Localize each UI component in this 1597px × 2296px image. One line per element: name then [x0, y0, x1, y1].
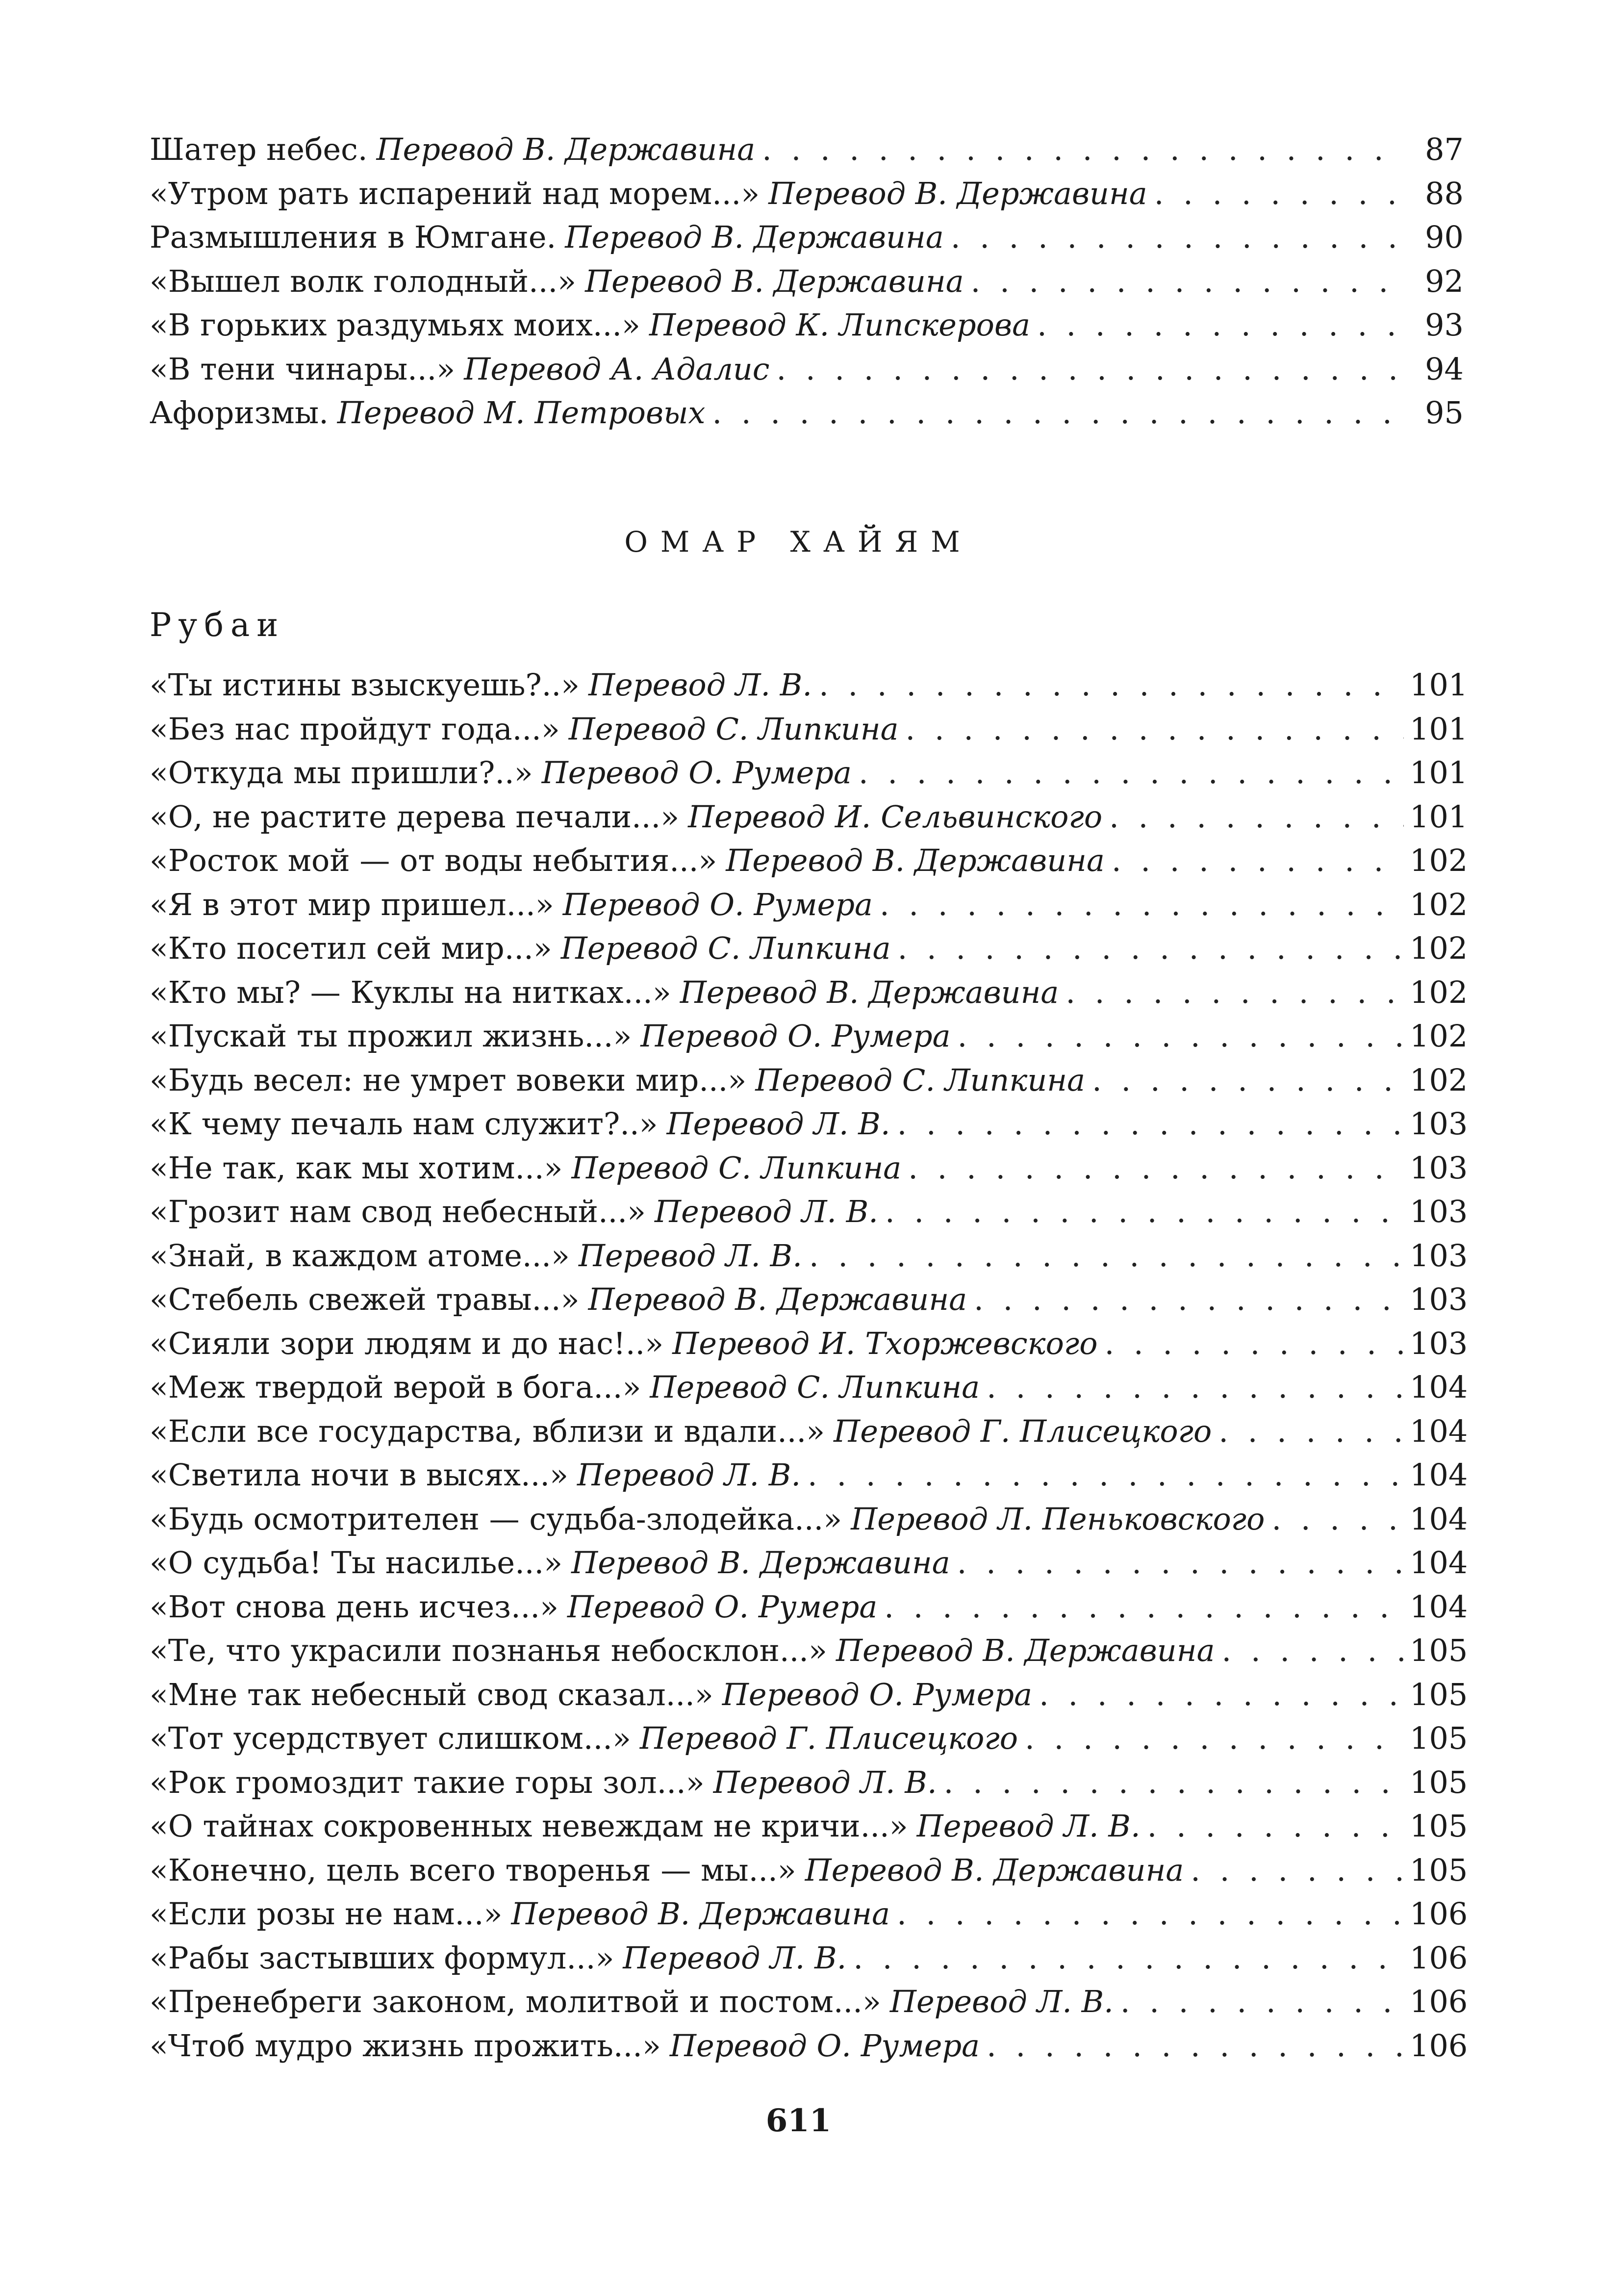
entry-translator: Перевод Л. Пеньковского [851, 1501, 1265, 1537]
dot-leader [812, 663, 1404, 707]
entry-translator: Перевод Л. В. [588, 667, 812, 703]
toc-entry [150, 1058, 1468, 1102]
entry-translator: Перевод В. Державина [511, 1896, 890, 1932]
dot-leader [846, 1936, 1404, 1980]
entry-page-number: 88 [1425, 175, 1464, 211]
dot-leader [1215, 1629, 1404, 1673]
entry-page-number: 101 [1410, 755, 1468, 791]
dot-leader [802, 1234, 1404, 1278]
entry-translator: Перевод О. Румера [567, 1588, 878, 1625]
entry-title: «О судьба! Ты насилье...» [150, 1545, 563, 1581]
entry-translator: Перевод Л. В. [577, 1457, 801, 1493]
toc-entry [150, 926, 1468, 970]
entry-page-number: 105 [1410, 1852, 1468, 1888]
toc-entry [150, 1453, 1468, 1497]
toc-entry [150, 172, 1464, 216]
dot-leader [1102, 795, 1404, 839]
entry-page-number: 102 [1410, 1018, 1468, 1054]
toc-entry [150, 970, 1468, 1015]
entry-title: «Знай, в каждом атоме...» [150, 1237, 570, 1274]
entry-page-number: 93 [1425, 307, 1464, 343]
dot-leader [891, 926, 1404, 970]
entry-page-number: 102 [1410, 930, 1468, 966]
entry-title: «Не так, как мы хотим...» [150, 1149, 563, 1186]
entry-page-number: 105 [1410, 1764, 1468, 1800]
entry-title: «Росток мой — от воды небытия...» [150, 842, 717, 878]
dot-leader [1141, 1804, 1404, 1848]
entry-translator: Перевод В. Державина [680, 974, 1059, 1010]
entry-title: «Те, что украсили познанья небосклон...» [150, 1633, 827, 1668]
toc-entry [150, 1804, 1468, 1848]
page-number: 611 [765, 2102, 832, 2139]
dot-leader [770, 347, 1404, 391]
toc-entry [150, 1409, 1468, 1454]
dot-leader [1147, 172, 1404, 216]
dot-leader [890, 1892, 1404, 1936]
toc-entry [150, 1102, 1468, 1146]
entry-page-number: 104 [1410, 1588, 1468, 1625]
toc-entry [150, 1497, 1468, 1541]
entry-page-number: 104 [1410, 1501, 1468, 1537]
toc-entry [150, 1146, 1468, 1190]
dot-leader [852, 751, 1404, 795]
dot-leader [890, 1102, 1404, 1146]
toc-rubai-section [150, 663, 1468, 2067]
entry-title: «Грозит нам свод небесный...» [150, 1194, 646, 1229]
entry-title: «Я в этот мир пришел...» [150, 886, 554, 922]
entry-title: «Мне так небесный свод сказал...» [150, 1676, 713, 1712]
entry-title: «Кто мы? — Куклы на нитках...» [150, 974, 671, 1010]
dot-leader [878, 1190, 1404, 1234]
dot-leader [980, 1365, 1404, 1409]
entry-translator: Перевод Л. В. [713, 1764, 937, 1800]
entry-page-number: 105 [1410, 1720, 1468, 1756]
entry-title: «Без нас пройдут года...» [150, 711, 560, 747]
entry-page-number: 101 [1410, 667, 1468, 703]
entry-page-number: 103 [1410, 1325, 1468, 1361]
entry-page-number: 106 [1410, 1939, 1468, 1976]
toc-entry [150, 1980, 1468, 2024]
toc-entry [150, 1190, 1468, 1234]
entry-title: «Ты истины взыскуешь?..» [150, 667, 580, 703]
entry-page-number: 90 [1425, 219, 1464, 255]
dot-leader [964, 259, 1404, 304]
entry-title: «Вот снова день исчез...» [150, 1588, 559, 1625]
dot-leader [951, 1014, 1404, 1058]
toc-entry [150, 795, 1468, 839]
entry-title: «Пускай ты прожил жизнь...» [150, 1018, 632, 1054]
entry-translator: Перевод О. Румера [541, 755, 852, 791]
toc-entry [150, 1629, 1468, 1673]
dot-leader [755, 128, 1404, 172]
entry-page-number: 105 [1410, 1633, 1468, 1668]
entry-translator: Перевод В. Державина [588, 1281, 967, 1317]
entry-title: Шатер небес. [150, 131, 368, 167]
entry-translator: Перевод А. Адалис [464, 351, 770, 387]
entry-translator: Перевод М. Петровых [337, 395, 706, 431]
dot-leader [1105, 839, 1404, 883]
entry-translator: Перевод И. Тхоржевского [672, 1325, 1098, 1361]
toc-entry [150, 303, 1464, 347]
toc-entry [150, 663, 1468, 707]
toc-entry [150, 1234, 1468, 1278]
entry-title: Размышления в Юмгане. [150, 219, 557, 255]
entry-page-number: 87 [1425, 131, 1464, 167]
entry-title: «Светила ночи в высях...» [150, 1457, 569, 1493]
toc-entry [150, 1014, 1468, 1058]
entry-page-number: 105 [1410, 1808, 1468, 1844]
entry-translator: Перевод В. Державина [376, 131, 756, 167]
entry-title: «О, не растите дерева печали...» [150, 798, 680, 835]
toc-entry [150, 707, 1468, 751]
entry-title: «Кто посетил сей мир...» [150, 930, 552, 966]
dot-leader [1114, 1980, 1404, 2024]
dot-leader [801, 1453, 1404, 1497]
toc-entry [150, 391, 1464, 435]
section-author-heading: ОМАР ХАЙЯМ [624, 525, 973, 559]
entry-page-number: 102 [1410, 886, 1468, 922]
toc-entry [150, 1892, 1468, 1936]
entry-translator: Перевод Г. Плисецкого [639, 1720, 1018, 1756]
entry-title: «Чтоб мудро жизнь прожить...» [150, 2027, 661, 2064]
dot-leader [937, 1760, 1404, 1805]
section-subtitle: Рубаи [150, 606, 285, 644]
entry-page-number: 92 [1425, 263, 1464, 299]
entry-title: «Откуда мы пришли?..» [150, 755, 533, 791]
entry-title: «Меж твердой верой в бога...» [150, 1369, 641, 1405]
entry-title: «Вышел волк голодный...» [150, 263, 577, 299]
entry-translator: Перевод О. Румера [640, 1018, 951, 1054]
dot-leader [944, 215, 1404, 259]
entry-page-number: 105 [1410, 1676, 1468, 1712]
dot-leader [1184, 1848, 1404, 1892]
entry-translator: Перевод О. Румера [722, 1676, 1033, 1712]
toc-entry [150, 1716, 1468, 1760]
entry-title: «Рабы застывших формул...» [150, 1939, 614, 1976]
entry-translator: Перевод В. Державина [726, 842, 1105, 878]
dot-leader [980, 2024, 1404, 2068]
toc-entry [150, 839, 1468, 883]
toc-entry [150, 751, 1468, 795]
dot-leader [1032, 1673, 1404, 1717]
entry-title: «В тени чинары...» [150, 351, 456, 387]
entry-title: «Пренебреги законом, молитвой и постом...» [150, 1984, 881, 2019]
toc-entry [150, 1277, 1468, 1322]
dot-leader [1018, 1716, 1404, 1760]
toc-entry [150, 1673, 1468, 1717]
toc-entry [150, 2024, 1468, 2068]
entry-page-number: 103 [1410, 1281, 1468, 1317]
entry-translator: Перевод В. Державина [805, 1852, 1184, 1888]
entry-translator: Перевод В. Державина [565, 219, 944, 255]
entry-title: «Если все государства, вблизи и вдали...» [150, 1413, 825, 1449]
entry-translator: Перевод Г. Плисецкого [834, 1413, 1212, 1449]
entry-page-number: 103 [1410, 1237, 1468, 1274]
dot-leader [1098, 1322, 1404, 1366]
toc-top-section [150, 128, 1464, 435]
toc-entry [150, 1365, 1468, 1409]
toc-entry [150, 259, 1464, 304]
entry-title: «Рок громоздит такие горы зол...» [150, 1764, 705, 1800]
entry-translator: Перевод В. Державина [836, 1633, 1215, 1668]
toc-entry [150, 215, 1464, 259]
entry-page-number: 102 [1410, 974, 1468, 1010]
entry-page-number: 104 [1410, 1545, 1468, 1581]
entry-title: «К чему печаль нам служит?..» [150, 1106, 658, 1142]
entry-translator: Перевод Л. В. [623, 1939, 847, 1976]
toc-entry [150, 883, 1468, 927]
toc-entry [150, 1322, 1468, 1366]
entry-title: «Тот усердствует слишком...» [150, 1720, 631, 1756]
dot-leader [1212, 1409, 1404, 1454]
entry-translator: Перевод В. Державина [571, 1545, 950, 1581]
dot-leader [873, 883, 1404, 927]
dot-leader [706, 391, 1404, 435]
entry-page-number: 102 [1410, 1062, 1468, 1098]
entry-translator: Перевод В. Державина [768, 175, 1147, 211]
dot-leader [877, 1585, 1404, 1629]
entry-page-number: 102 [1410, 842, 1468, 878]
dot-leader [1059, 970, 1404, 1015]
entry-translator: Перевод О. Румера [669, 2027, 980, 2064]
entry-page-number: 104 [1410, 1369, 1468, 1405]
dot-leader [1265, 1497, 1404, 1541]
entry-title: «Если розы не нам...» [150, 1896, 503, 1932]
entry-translator: Перевод С. Липкина [755, 1062, 1086, 1098]
entry-translator: Перевод Л. В. [666, 1106, 890, 1142]
entry-page-number: 106 [1410, 2027, 1468, 2064]
entry-translator: Перевод С. Липкина [560, 930, 891, 966]
entry-page-number: 106 [1410, 1984, 1468, 2019]
toc-entry [150, 1936, 1468, 1980]
entry-translator: Перевод О. Румера [562, 886, 873, 922]
entry-page-number: 103 [1410, 1149, 1468, 1186]
entry-title: «Стебель свежей травы...» [150, 1281, 580, 1317]
dot-leader [1085, 1058, 1404, 1102]
entry-translator: Перевод Л. В. [578, 1237, 802, 1274]
dot-leader [967, 1277, 1404, 1322]
toc-entry [150, 128, 1464, 172]
dot-leader [1030, 303, 1404, 347]
entry-translator: Перевод Л. В. [655, 1194, 878, 1229]
entry-title: «Будь осмотрителен — судьба-злодейка...» [150, 1501, 842, 1537]
entry-translator: Перевод И. Сельвинского [688, 798, 1103, 835]
entry-title: Афоризмы. [150, 395, 329, 431]
dot-leader [901, 1146, 1404, 1190]
entry-translator: Перевод С. Липкина [571, 1149, 902, 1186]
entry-page-number: 101 [1410, 798, 1468, 835]
entry-title: «В горьких раздумьях моих...» [150, 307, 640, 343]
entry-title: «Утром рать испарений над морем...» [150, 175, 760, 211]
dot-leader [950, 1541, 1404, 1585]
entry-page-number: 103 [1410, 1106, 1468, 1142]
entry-translator: Перевод Л. В. [889, 1984, 1114, 2019]
entry-translator: Перевод В. Державина [585, 263, 964, 299]
entry-title: «Конечно, цель всего творенья — мы...» [150, 1852, 796, 1888]
entry-page-number: 95 [1425, 395, 1464, 431]
entry-title: «Сияли зори людям и до нас!..» [150, 1325, 664, 1361]
entry-translator: Перевод С. Липкина [650, 1369, 980, 1405]
entry-page-number: 94 [1425, 351, 1464, 387]
entry-page-number: 103 [1410, 1194, 1468, 1229]
entry-title: «Будь весел: не умрет вовеки мир...» [150, 1062, 747, 1098]
toc-entry [150, 347, 1464, 391]
entry-translator: Перевод С. Липкина [568, 711, 899, 747]
toc-entry [150, 1541, 1468, 1585]
entry-page-number: 104 [1410, 1457, 1468, 1493]
entry-page-number: 106 [1410, 1896, 1468, 1932]
entry-translator: Перевод Л. В. [916, 1808, 1141, 1844]
entry-title: «О тайнах сокровенных невеждам не кричи...» [150, 1808, 908, 1844]
entry-page-number: 101 [1410, 711, 1468, 747]
toc-entry [150, 1585, 1468, 1629]
dot-leader [899, 707, 1404, 751]
toc-entry [150, 1848, 1468, 1892]
entry-page-number: 104 [1410, 1413, 1468, 1449]
toc-entry [150, 1760, 1468, 1805]
entry-translator: Перевод К. Липскерова [649, 307, 1031, 343]
